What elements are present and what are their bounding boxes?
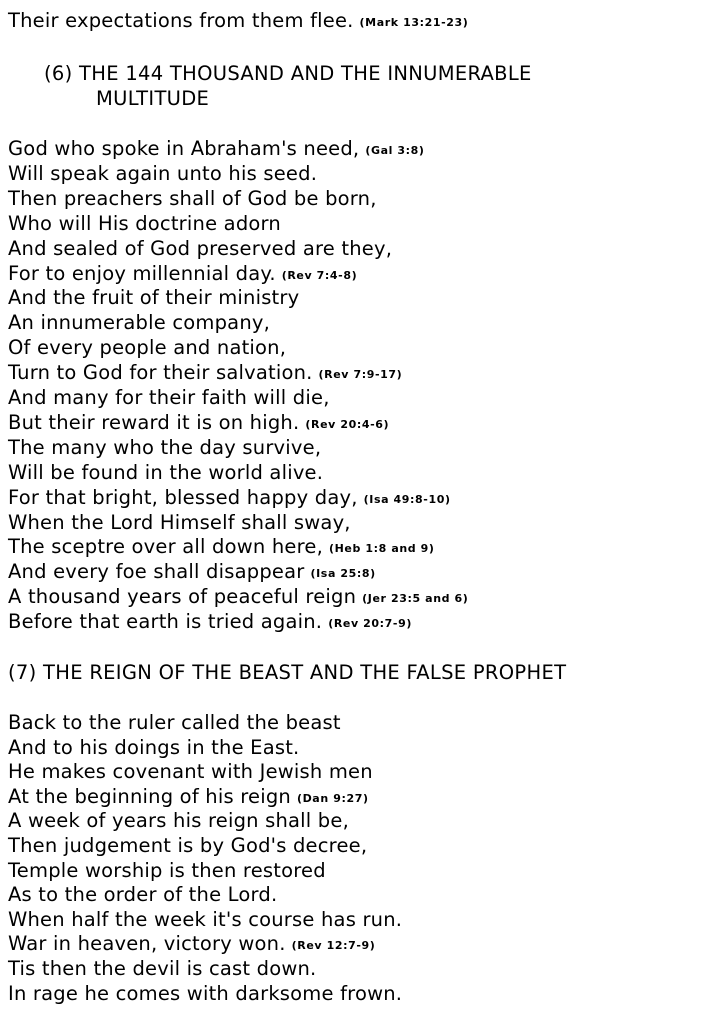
verse-text: Turn to God for their salvation. [8,361,313,385]
verse-line [8,310,270,335]
scripture-reference: (Isa 25:8) [310,567,376,581]
scripture-reference: (Gal 3:8) [365,144,425,157]
verse-line [8,584,468,611]
verse-line [8,261,357,288]
verse-text: At the beginning of his reign [8,784,291,808]
scripture-reference: (Rev 12:7-9) [291,939,376,953]
verse-text: When the Lord Himself shall sway, [8,510,351,534]
verse-text: Their expectations from them flee. [8,9,354,32]
verse-text: Who will His doctrine adorn [8,211,281,235]
verse-text: Tis then the devil is cast down. [8,957,317,980]
scripture-reference: (Dan 9:27) [296,791,369,805]
scripture-reference: (Heb 1:8 and 9) [328,542,435,556]
verse-text: The sceptre over all down here, [8,535,323,559]
verse-text: Temple worship is then restored [8,858,326,882]
intro-line [8,8,468,35]
section-6-heading-line-2: MULTITUDE [96,87,210,110]
verse-line [8,161,317,186]
verse-line [8,385,330,410]
verse-text: And to his doings in the East. [8,735,300,759]
verse-line [8,186,377,211]
verse-line [8,833,367,858]
scripture-reference: (Rev 20:4-6) [305,417,390,431]
verse-text: And many for their faith will die, [8,386,330,409]
verse-text: The many who the day survive, [8,435,322,459]
scripture-reference: (Rev 7:4-8) [281,268,358,282]
verse-text: A week of years his reign shall be, [8,809,349,833]
verse-line [8,710,341,735]
scripture-reference: (Jer 23:5 and 6) [362,592,469,606]
verse-line [8,981,402,1006]
verse-line [8,907,402,932]
verse-line [8,759,373,784]
verse-line [8,485,451,512]
verse-line [8,858,326,883]
verse-text: Will be found in the world alive. [8,460,324,484]
verse-text: Of every people and nation, [8,336,287,360]
verse-line [8,931,375,958]
scripture-reference: (Rev 20:7-9) [328,617,412,631]
section-6-heading-line-1: (6) THE 144 THOUSAND AND THE INNUMERABLE [44,62,532,85]
verse-text: And sealed of God preserved are they, [8,236,393,260]
verse-line [8,136,425,163]
verse-line [8,510,351,535]
scripture-reference: (Isa 49:8-10) [363,492,451,506]
verse-line [8,435,321,460]
verse-line [8,410,389,437]
verse-line [8,236,392,261]
verse-line [8,784,369,811]
verse-text: Back to the ruler called the beast [8,711,341,734]
verse-line [8,285,299,310]
verse-line [8,882,277,907]
verse-text: But their reward it is on high. [8,410,300,434]
section-7-heading: (7) THE REIGN OF THE BEAST AND THE FALSE PROPHET [8,661,567,684]
verse-text: When half the week it's course has run. [8,907,403,931]
verse-line [8,808,349,833]
verse-text: A thousand years of peaceful reign [8,585,357,609]
verse-line [8,360,402,387]
verse-text: And every foe shall disappear [8,560,305,584]
verse-line [8,609,412,636]
verse-line [8,534,435,561]
scripture-reference: (Mark 13:21-23) [359,16,469,29]
verse-line [8,559,376,586]
verse-text: In rage he comes with darksome frown. [8,981,403,1005]
verse-text: An innumerable company, [8,311,271,335]
verse-text: He makes covenant with Jewish men [8,760,373,784]
verse-line [8,735,299,760]
scripture-reference: (Rev 7:9-17) [318,368,403,382]
verse-line [8,460,323,485]
verse-line [8,211,281,236]
verse-text: Then judgement is by God's decree, [8,834,368,857]
verse-text: And the fruit of their ministry [8,286,300,310]
verse-text: For that bright, blessed happy day, [8,485,358,509]
verse-text: Before that earth is tried again. [8,610,323,634]
verse-text: God who spoke in Abraham's need, [8,137,360,160]
verse-text: War in heaven, victory won. [8,932,286,956]
verse-line [8,335,286,360]
verse-line [8,956,316,981]
verse-text: As to the order of the Lord. [8,883,278,907]
verse-text: Then preachers shall of God be born, [8,186,377,210]
verse-text: For to enjoy millennial day. [8,261,276,285]
verse-text: Will speak again unto his seed. [8,161,318,185]
